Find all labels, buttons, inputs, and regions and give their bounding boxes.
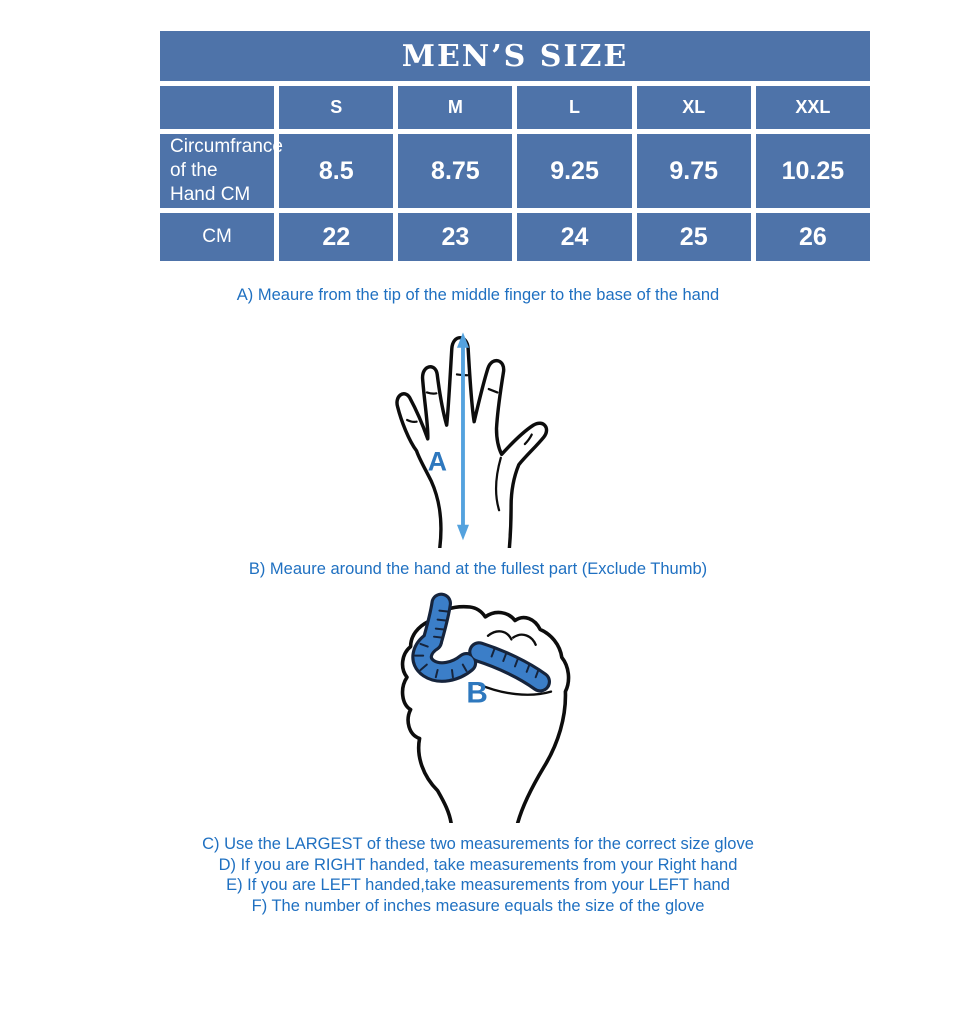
instruction-b: B) Meaure around the hand at the fullest part (Exclude Thumb): [248, 560, 708, 578]
value-cell: 9.75: [637, 134, 751, 208]
row-label-cm: CM: [160, 213, 274, 261]
corner-cell: [160, 86, 274, 129]
value-cell: 23: [398, 213, 512, 261]
instruction-list: [0, 834, 956, 916]
row-label-circumference: Circumfrance of the Hand CM: [160, 134, 274, 208]
circumference-row: [160, 134, 870, 208]
value-cell: 8.5: [279, 134, 393, 208]
fist-letter-b: B: [466, 676, 488, 710]
finger-crease: [427, 392, 436, 393]
instruction-d: D) If you are RIGHT handed, take measurements from your Right hand: [218, 855, 738, 874]
column-header-s: S: [279, 86, 393, 129]
size-table-section: [155, 26, 875, 266]
instruction-f: F) The number of inches measure equals the size of the glove: [251, 896, 705, 915]
column-header-xxl: XXL: [756, 86, 870, 129]
value-cell: 9.25: [517, 134, 631, 208]
instruction-e: E) If you are LEFT handed,take measurements from your LEFT hand: [226, 876, 730, 894]
hand-letter-a: A: [427, 446, 447, 477]
instruction-c: C) Use the LARGEST of these two measurements for the correct size glove: [202, 835, 754, 853]
value-cell: 22: [279, 213, 393, 261]
instruction-a: A) Meaure from the tip of the middle finger to the base of the hand: [236, 286, 720, 304]
column-header-l: L: [517, 86, 631, 129]
value-cell: 24: [517, 213, 631, 261]
value-cell: 25: [637, 213, 751, 261]
value-cell: 26: [756, 213, 870, 261]
hand-outline: [397, 338, 547, 548]
value-cell: 10.25: [756, 134, 870, 208]
cm-row: [160, 213, 870, 261]
value-cell: 8.75: [398, 134, 512, 208]
column-header-m: M: [398, 86, 512, 129]
fist-measure-illustration: [398, 589, 578, 823]
table-title: MEN’S SIZE: [160, 31, 870, 81]
column-header-xl: XL: [637, 86, 751, 129]
size-table: [155, 26, 875, 266]
hand-measure-illustration: [383, 316, 555, 548]
